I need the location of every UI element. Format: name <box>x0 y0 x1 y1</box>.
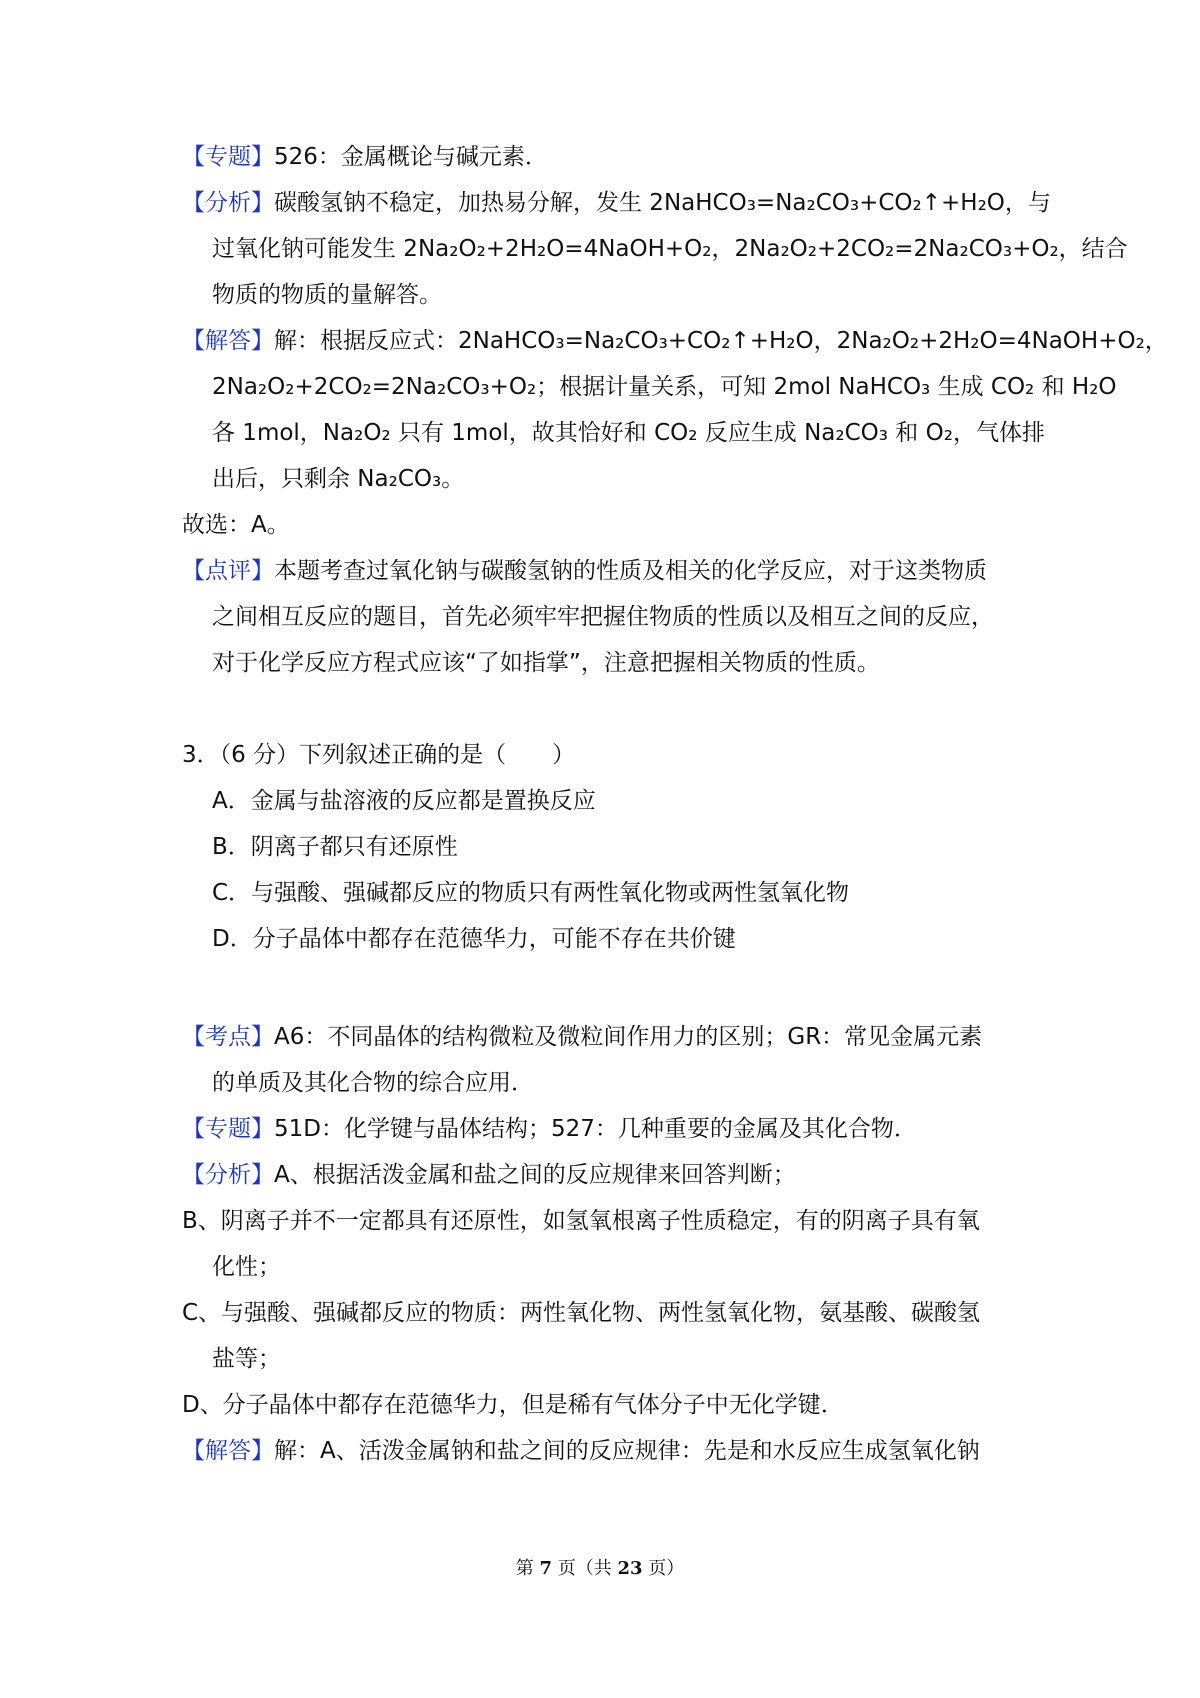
analysis-text: 碳酸氢钠不稳定，加热易分解，发生 2NaHCO₃=Na₂CO₃+CO₂↑+H₂O，与 <box>274 190 1051 216</box>
keypoint-text: A6：不同晶体的结构微粒及微粒间作用力的区别；GR：常见金属元素 <box>274 1024 983 1050</box>
topic-text: 526：金属概论与碱元素． <box>274 144 548 170</box>
topic-line <box>182 142 548 172</box>
section-tag: 【专题】 <box>182 1116 274 1142</box>
question-stem: 3．（6 分）下列叙述正确的是（ ） <box>182 742 576 768</box>
analysis-line <box>182 188 1051 218</box>
section-tag: 【分析】 <box>182 1162 274 1188</box>
answer-continuation: 2Na₂O₂+2CO₂=2Na₂CO₃+O₂；根据计量关系，可知 2mol NaHCO₃ 生成 CO₂ 和 H₂O <box>212 374 1117 400</box>
analysis-point-c: C、与强酸、强碱都反应的物质：两性氧化物、两性氢氧化物，氨基酸、碳酸氢 <box>182 1300 981 1326</box>
option-d: D．分子晶体中都存在范德华力，可能不存在共价键 <box>212 926 736 952</box>
option-a: A．金属与盐溶液的反应都是置换反应 <box>212 788 596 814</box>
topic-line <box>182 1114 917 1144</box>
answer-continuation: 各 1mol，Na₂O₂ 只有 1mol，故其恰好和 CO₂ 反应生成 Na₂CO₃ 和 O₂，气体排 <box>212 420 1045 446</box>
topic-text: 51D：化学键与晶体结构；527：几种重要的金属及其化合物． <box>274 1116 917 1142</box>
footer-prefix: 第 <box>515 1558 540 1579</box>
answer-line <box>182 1436 980 1466</box>
analysis-continuation: 物质的物质的量解答。 <box>212 282 442 308</box>
section-tag: 【点评】 <box>182 558 274 584</box>
answer-continuation: 出后，只剩余 Na₂CO₃。 <box>212 466 465 492</box>
analysis-point-b: B、阴离子并不一定都具有还原性，如氢氧根离子性质稳定，有的阴离子具有氧 <box>182 1208 980 1234</box>
page-number: 7 <box>539 1558 552 1579</box>
keypoint-continuation: 的单质及其化合物的综合应用． <box>212 1070 534 1096</box>
footer-suffix: 页） <box>642 1558 685 1579</box>
comment-line <box>182 556 987 586</box>
analysis-point-d: D、分子晶体中都存在范德华力，但是稀有气体分子中无化学键． <box>182 1392 844 1418</box>
analysis-line <box>182 1160 796 1190</box>
total-pages: 23 <box>617 1558 643 1579</box>
answer-line <box>182 326 1168 356</box>
answer-text: 解：A、活泼金属钠和盐之间的反应规律：先是和水反应生成氢氧化钠 <box>274 1438 980 1464</box>
option-c: C．与强酸、强碱都反应的物质只有两性氧化物或两性氢氧化物 <box>212 880 850 906</box>
option-b: B．阴离子都只有还原性 <box>212 834 458 860</box>
analysis-continuation: 过氧化钠可能发生 2Na₂O₂+2H₂O=4NaOH+O₂，2Na₂O₂+2CO₂=2Na₂CO₃+O₂，结合 <box>212 236 1128 262</box>
analysis-continuation: 化性； <box>212 1254 281 1280</box>
comment-text: 本题考查过氧化钠与碳酸氢钠的性质及相关的化学反应，对于这类物质 <box>274 558 987 584</box>
section-tag: 【专题】 <box>182 144 274 170</box>
answer-text: 解：根据反应式：2NaHCO₃=Na₂CO₃+CO₂↑+H₂O，2Na₂O₂+2H₂O=4NaOH+O₂， <box>274 328 1168 354</box>
analysis-text: A、根据活泼金属和盐之间的反应规律来回答判断； <box>274 1162 796 1188</box>
section-tag: 【解答】 <box>182 328 274 354</box>
section-tag: 【分析】 <box>182 190 274 216</box>
comment-continuation: 之间相互反应的题目，首先必须牢牢把握住物质的性质以及相互之间的反应， <box>212 604 994 630</box>
footer-middle: 页（共 <box>552 1558 618 1579</box>
page-footer <box>0 1554 1200 1580</box>
analysis-continuation: 盐等； <box>212 1346 281 1372</box>
section-tag: 【考点】 <box>182 1024 274 1050</box>
choice-line: 故选：A。 <box>182 512 290 538</box>
section-tag: 【解答】 <box>182 1438 274 1464</box>
keypoint-line <box>182 1022 982 1052</box>
comment-continuation: 对于化学反应方程式应该“了如指掌”，注意把握相关物质的性质。 <box>212 650 880 676</box>
